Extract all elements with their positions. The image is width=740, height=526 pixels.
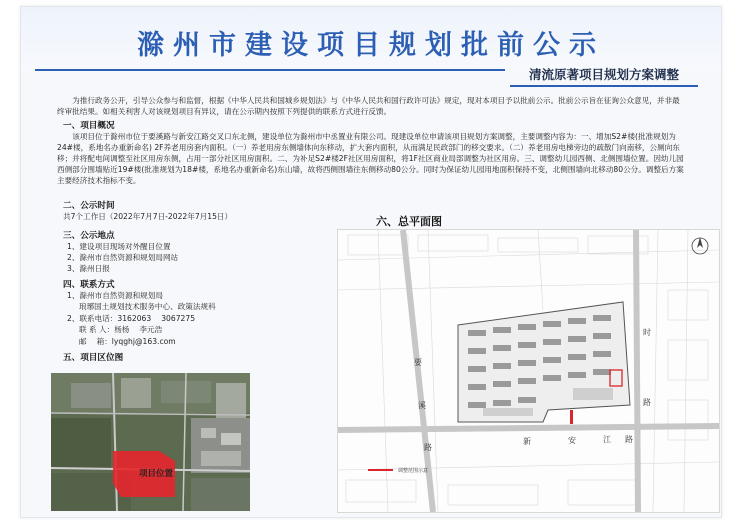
section-location-heading: 三、公示地点 <box>63 231 115 241</box>
aerial-map-image <box>51 373 250 511</box>
location-item: 3、滁州日报 <box>67 264 110 273</box>
section-contact-heading: 四、联系方式 <box>63 280 115 290</box>
road-label: 路 <box>424 443 432 452</box>
location-item: 2、滁州市自然资源和规划局网站 <box>67 253 179 262</box>
intro-paragraph: 为推行政务公开，引导公众参与和监督，根据《中华人民共和国城乡规划法》与《中华人民共和国行政许可法》规定，现对本项目予以批前公示。批前公示旨在征询公众意见，并非最终审批结果。如相关利害人对该规划项目有异议，请在公示期内按照下列提供的联系方式进行反馈。 <box>57 96 680 116</box>
plan-heading: 六、总平面图 <box>376 215 442 228</box>
location-item: 1、建设项目现场对外醒目位置 <box>67 242 171 251</box>
road-label: 溪 <box>418 401 426 410</box>
title-underline <box>35 69 505 71</box>
road-label: 时 <box>643 328 651 337</box>
road-label: 安 <box>568 436 576 445</box>
master-plan <box>337 229 720 513</box>
road-label: 路 <box>643 398 651 407</box>
project-location-label: 项目位置 <box>139 469 174 479</box>
contact-phone: 2、联系电话：3162063 3067275 <box>67 314 196 323</box>
contact-person: 联 系 人：杨杨 李元浩 <box>79 325 163 334</box>
road-label: 江 <box>603 435 611 444</box>
adjustment-marker <box>570 410 573 424</box>
legend-label: 调整范围示意 <box>398 468 429 474</box>
master-plan-drawing <box>338 230 719 512</box>
section-period-heading: 二、公示时间 <box>63 201 115 211</box>
contact-dept: 琅琊国土规划技术服务中心、政策法规科 <box>79 302 216 311</box>
road-label: 新 <box>523 437 531 446</box>
section-overview-body: 该项目位于滁州市位于要溪路与新安江路交叉口东北侧，建设单位为滁州市中丞置业有限公司。现建设单位申请该项目规划方案调整，主要调整内容为：一、增加S2#楼(批准规划为24#楼，系地名办重新命名) 2F养老用房套内面积。（一）养老用房东侧墙体向东移动，扩大套内面积，从而满足民政部门的移交要求。（二）养老用房电梯旁边的疏散门向南移，公厕向东移；并将配电间调整至社区用房东侧，占用一部分社区用房面积。二、为补足S2#楼2F社区用房面积，将1F社区商业局部调整为社区用房。三、调整幼儿园西侧、北侧围墙位置。因幼儿园西侧部分围墙贴近19#楼(批准规划为18#楼，系地名办重新命名)东山墙，故将西侧围墙往东侧移动80公分。同时为保证幼儿园用地面积保持不变，北侧围墙向北移动80公分。调整后方案主要经济技术指标不变。 <box>57 132 684 185</box>
contact-email: 邮 箱：lyqghj@163.com <box>79 337 176 346</box>
section-sitemap-heading: 五、项目区位图 <box>63 353 124 363</box>
contact-org: 1、滁州市自然资源和规划局 <box>67 291 163 300</box>
location-map <box>51 373 250 511</box>
road-label: 路 <box>625 435 633 444</box>
section-overview-heading: 一、项目概况 <box>63 121 115 131</box>
road-label: 要 <box>414 358 422 367</box>
page-title: 滁州市建设项目规划批前公示 <box>137 30 605 61</box>
project-subtitle: 清流原著项目规划方案调整 <box>510 65 698 87</box>
notice-board <box>20 6 722 518</box>
section-period-body: 共7个工作日（2022年7月7日-2022年7月15日） <box>63 212 233 221</box>
